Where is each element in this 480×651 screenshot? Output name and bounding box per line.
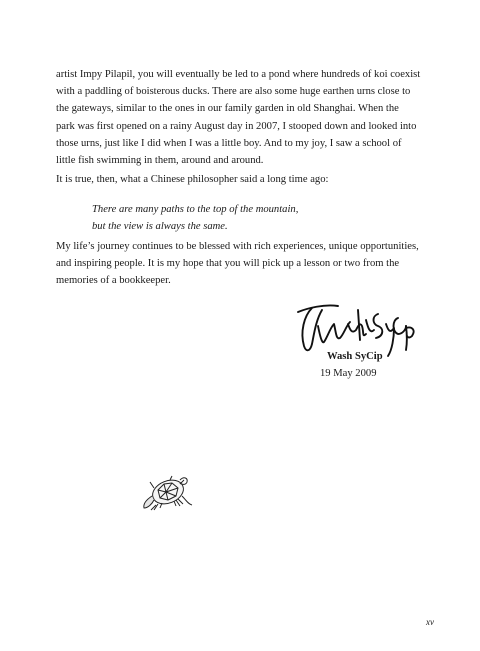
text-line: little fish swimming in them, around and around. (56, 155, 264, 167)
text-line: My life’s journey continues to be blessed with rich experiences, unique opportunities, (56, 241, 419, 252)
text-line: the gateways, similar to the ones in our family garden in old Shanghai. When the (56, 103, 399, 115)
paragraph-koi-pond (56, 66, 448, 169)
text-line: It is true, then, what a Chinese philosopher said a long time ago: (56, 174, 329, 185)
turtle-illustration (140, 470, 194, 516)
text-line: with a paddling of boisterous ducks. There are also some huge earthen urns close to (56, 86, 411, 98)
signature-date: 19 May 2009 (320, 368, 377, 379)
signer-name: Wash SyCip (327, 351, 383, 362)
text-line: park was first opened on a rainy August day in 2007, I stooped down and looked into (56, 120, 417, 132)
quote-line: There are many paths to the top of the mountain, (92, 204, 299, 215)
text-line: those urns, just like I did when I was a little boy. And to my joy, I saw a school of (56, 137, 402, 149)
text-line: memories of a bookkeeper. (56, 275, 171, 287)
philosopher-quote (92, 201, 298, 235)
text-line: artist Impy Pilapil, you will eventually be led to a pond where hundreds of koi coexist (56, 69, 421, 80)
text-line: and inspiring people. It is my hope that you will pick up a lesson or two from the (56, 258, 400, 270)
paragraph-lifes-journey (56, 238, 448, 290)
page-number: xv (426, 617, 434, 627)
paragraph-philosopher (56, 171, 448, 188)
quote-line: but the view is always the same. (92, 221, 228, 233)
